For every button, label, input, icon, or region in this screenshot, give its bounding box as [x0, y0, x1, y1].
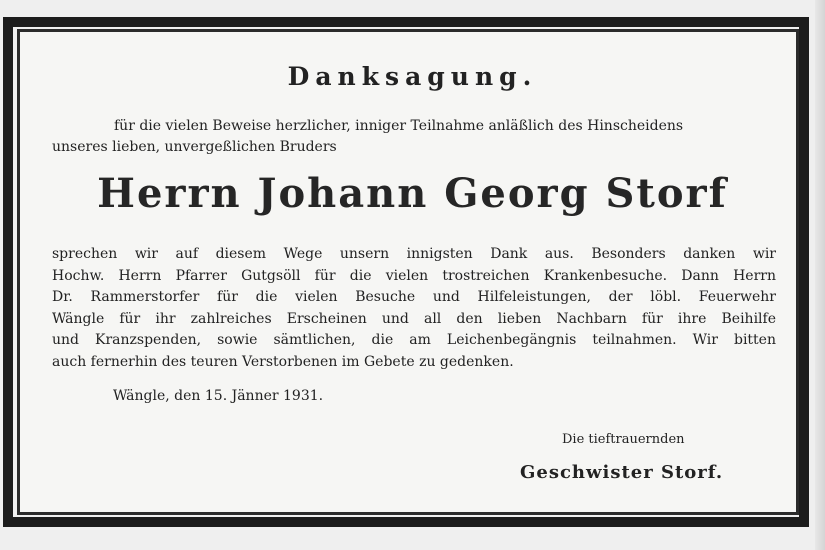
body-line: sprechen wir auf diesem Wege unsern innigsten Dank aus. Besonders danken wir — [52, 246, 776, 262]
intro-line-2: unseres lieben, unvergeßlichen Bruders — [52, 139, 337, 155]
signoff-line-1: Die tieftrauernden — [562, 432, 685, 447]
notice-title: Danksagung. — [287, 62, 538, 91]
scan-edge — [815, 0, 825, 550]
body-line: Dr. Rammerstorfer für die vielen Besuche und Hilfeleistungen, der löbl. Feuerwehr — [52, 289, 776, 306]
intro-text — [52, 116, 776, 158]
body-line: Wängle für ihr zahlreiches Erscheinen und all den lieben Nachbarn für ihre Beihilfe — [52, 310, 776, 327]
thanks-body — [52, 244, 776, 374]
body-line: Hochw. Herrn Pfarrer Gutgsöll für die vielen trostreichen Krankenbesuche. Dann Herrn — [52, 267, 776, 284]
body-line: auch fernerhin des teuren Verstorbenen im Gebete zu gedenken. — [52, 353, 514, 370]
signoff-signature: Geschwister Storf. — [520, 462, 724, 483]
deceased-name: Herrn Johann Georg Storf — [97, 170, 728, 217]
intro-line-1: für die vielen Beweise herzlicher, inniger Teilnahme anläßlich des Hinscheidens — [114, 118, 684, 134]
place-date: Wängle, den 15. Jänner 1931. — [113, 388, 324, 404]
body-line: und Kranzspenden, sowie sämtlichen, die am Leichenbegängnis teilnahmen. Wir bitten — [52, 332, 776, 349]
